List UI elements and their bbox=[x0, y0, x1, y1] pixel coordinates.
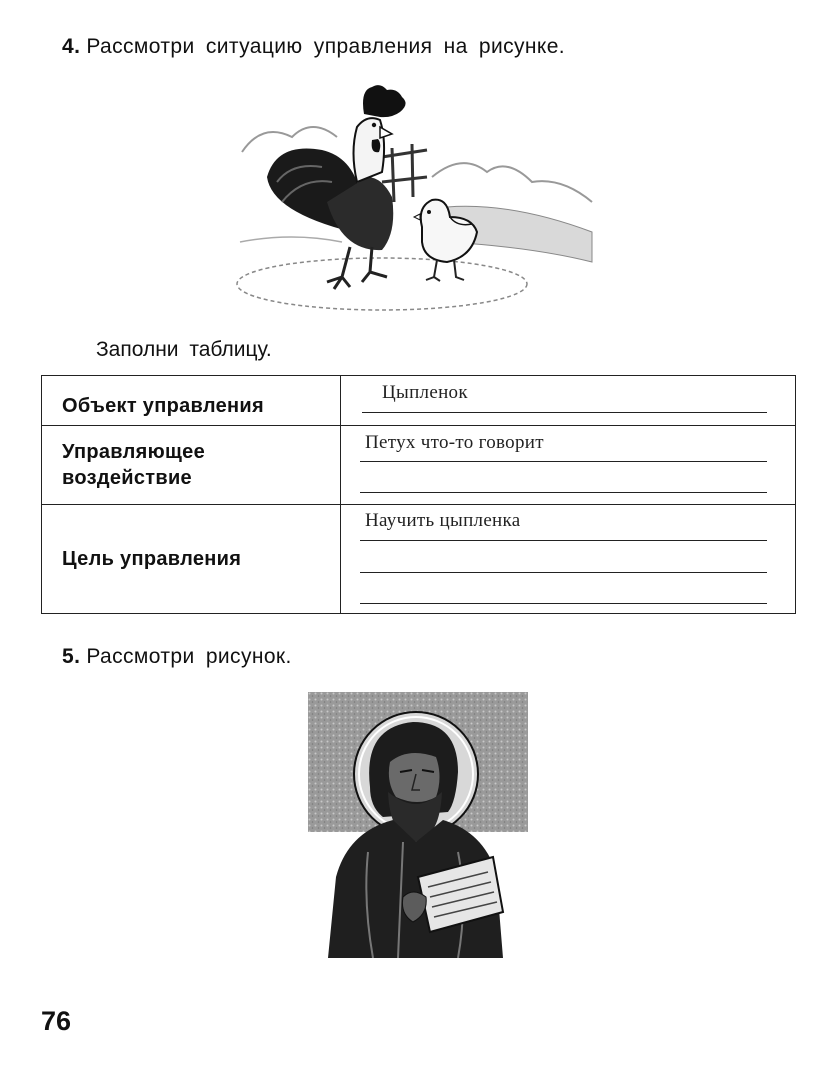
task-4-number: 4. bbox=[62, 35, 81, 58]
task-4-heading bbox=[62, 35, 565, 59]
fill-table-instruction: Заполни таблицу. bbox=[96, 338, 272, 361]
row-label-text: Управляющее воздействие bbox=[62, 441, 206, 489]
answer-control-object[interactable]: Цыпленок bbox=[382, 382, 468, 403]
answer-line[interactable] bbox=[360, 603, 767, 604]
answer-line[interactable] bbox=[360, 492, 767, 493]
answer-control-goal[interactable]: Научить цыпленка bbox=[365, 510, 521, 531]
answer-line[interactable] bbox=[360, 461, 767, 462]
task-4-text: Рассмотри ситуацию управления на рисунке. bbox=[86, 35, 566, 58]
task-5-heading bbox=[62, 645, 292, 669]
task-5-number: 5. bbox=[62, 645, 81, 668]
page-number: 76 bbox=[41, 1006, 72, 1036]
row-label bbox=[42, 376, 341, 425]
answer-line[interactable] bbox=[360, 540, 767, 541]
row-label-text: Цель управления bbox=[62, 548, 242, 570]
row-label bbox=[42, 426, 341, 504]
table-row-control-action bbox=[42, 426, 795, 505]
answer-line[interactable] bbox=[362, 412, 767, 413]
task-5-text: Рассмотри рисунок. bbox=[86, 645, 292, 668]
rooster-and-chick-illustration bbox=[232, 82, 604, 316]
row-label bbox=[42, 505, 341, 613]
table-row-control-goal bbox=[42, 505, 795, 613]
table-row-control-object bbox=[42, 376, 795, 426]
control-table bbox=[41, 375, 796, 614]
row-label-text: Объект управления bbox=[62, 395, 264, 417]
answer-line[interactable] bbox=[360, 572, 767, 573]
saint-icon-illustration bbox=[308, 692, 528, 958]
answer-control-action[interactable]: Петух что-то говорит bbox=[365, 432, 544, 453]
